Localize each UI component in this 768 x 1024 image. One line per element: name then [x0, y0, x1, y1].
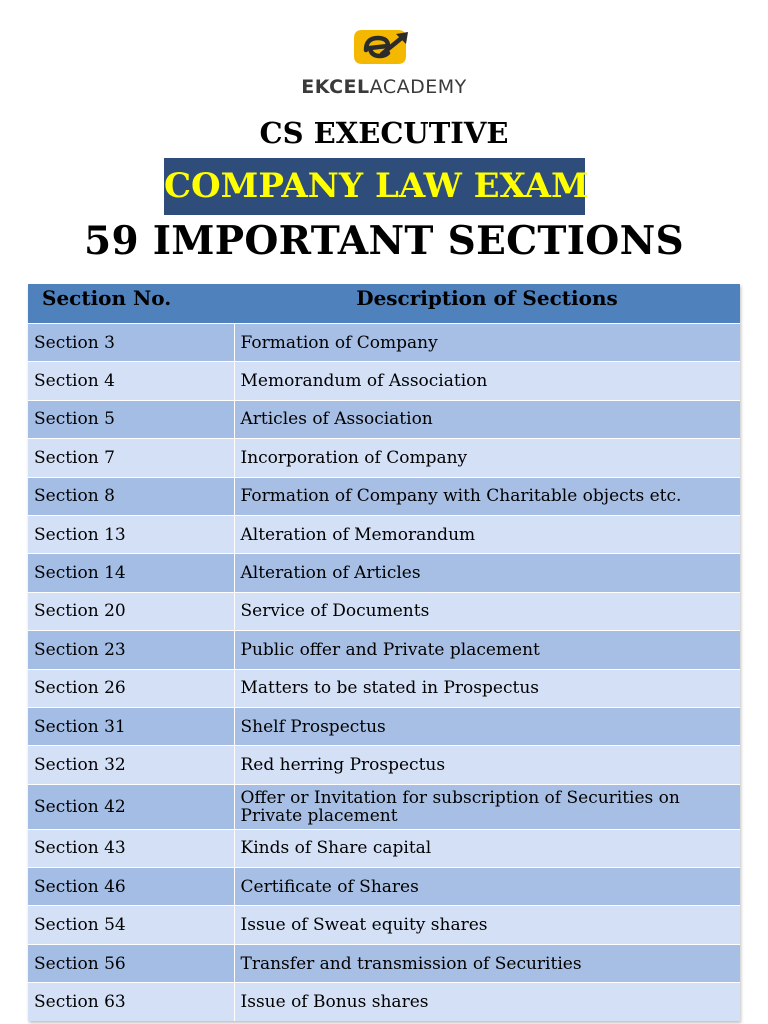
section-description-cell: Alteration of Memorandum [234, 515, 740, 553]
table-row [28, 439, 740, 477]
section-number-cell: Section 4 [28, 362, 234, 400]
section-number-cell: Section 31 [28, 707, 234, 745]
table-row [28, 829, 740, 867]
section-description-cell: Transfer and transmission of Securities [234, 944, 740, 982]
section-description-cell: Memorandum of Association [234, 362, 740, 400]
section-number-cell: Section 46 [28, 868, 234, 906]
section-number-cell: Section 42 [28, 784, 234, 829]
table-row [28, 784, 740, 829]
brand-name: EKCELACADEMY [301, 76, 467, 98]
subtitle: CS EXECUTIVE [259, 116, 509, 150]
section-description-cell: Issue of Bonus shares [234, 983, 740, 1021]
table-row [28, 746, 740, 784]
section-number-cell: Section 7 [28, 439, 234, 477]
exam-banner: COMPANY LAW EXAM [164, 158, 585, 215]
table-row [28, 906, 740, 944]
table-header-row [28, 284, 740, 324]
section-number-cell: Section 43 [28, 829, 234, 867]
section-description-cell: Alteration of Articles [234, 554, 740, 592]
table-row [28, 592, 740, 630]
sections-table [28, 284, 740, 1021]
section-description-cell: Offer or Invitation for subscription of Securities on Private placement [234, 784, 740, 829]
section-number-cell: Section 23 [28, 631, 234, 669]
section-number-cell: Section 54 [28, 906, 234, 944]
section-number-cell: Section 8 [28, 477, 234, 515]
section-description-cell: Kinds of Share capital [234, 829, 740, 867]
section-description-cell: Certificate of Shares [234, 868, 740, 906]
section-number-cell: Section 3 [28, 324, 234, 362]
table-body [28, 324, 740, 1021]
table-row [28, 983, 740, 1021]
section-number-cell: Section 20 [28, 592, 234, 630]
table-row [28, 669, 740, 707]
section-description-cell: Articles of Association [234, 400, 740, 438]
table-row [28, 477, 740, 515]
section-description-cell: Matters to be stated in Prospectus [234, 669, 740, 707]
section-description-cell: Formation of Company [234, 324, 740, 362]
table-row [28, 554, 740, 592]
section-number-cell: Section 63 [28, 983, 234, 1021]
section-number-cell: Section 13 [28, 515, 234, 553]
table-row [28, 631, 740, 669]
table-row [28, 707, 740, 745]
section-number-cell: Section 14 [28, 554, 234, 592]
section-description-cell: Formation of Company with Charitable objects etc. [234, 477, 740, 515]
section-description-cell: Incorporation of Company [234, 439, 740, 477]
table-row [28, 324, 740, 362]
section-number-cell: Section 26 [28, 669, 234, 707]
table-row [28, 944, 740, 982]
page-title: 59 IMPORTANT SECTIONS [84, 218, 684, 264]
table-row [28, 515, 740, 553]
header-section-no: Section No. [28, 284, 234, 324]
logo [0, 26, 768, 98]
section-description-cell: Service of Documents [234, 592, 740, 630]
section-number-cell: Section 5 [28, 400, 234, 438]
ekcel-logo-icon [352, 26, 416, 68]
table-row [28, 362, 740, 400]
section-description-cell: Red herring Prospectus [234, 746, 740, 784]
section-description-cell: Issue of Sweat equity shares [234, 906, 740, 944]
table-row [28, 400, 740, 438]
section-description-cell: Shelf Prospectus [234, 707, 740, 745]
section-number-cell: Section 56 [28, 944, 234, 982]
section-description-cell: Public offer and Private placement [234, 631, 740, 669]
table-row [28, 868, 740, 906]
header-description: Description of Sections [234, 284, 740, 324]
section-number-cell: Section 32 [28, 746, 234, 784]
